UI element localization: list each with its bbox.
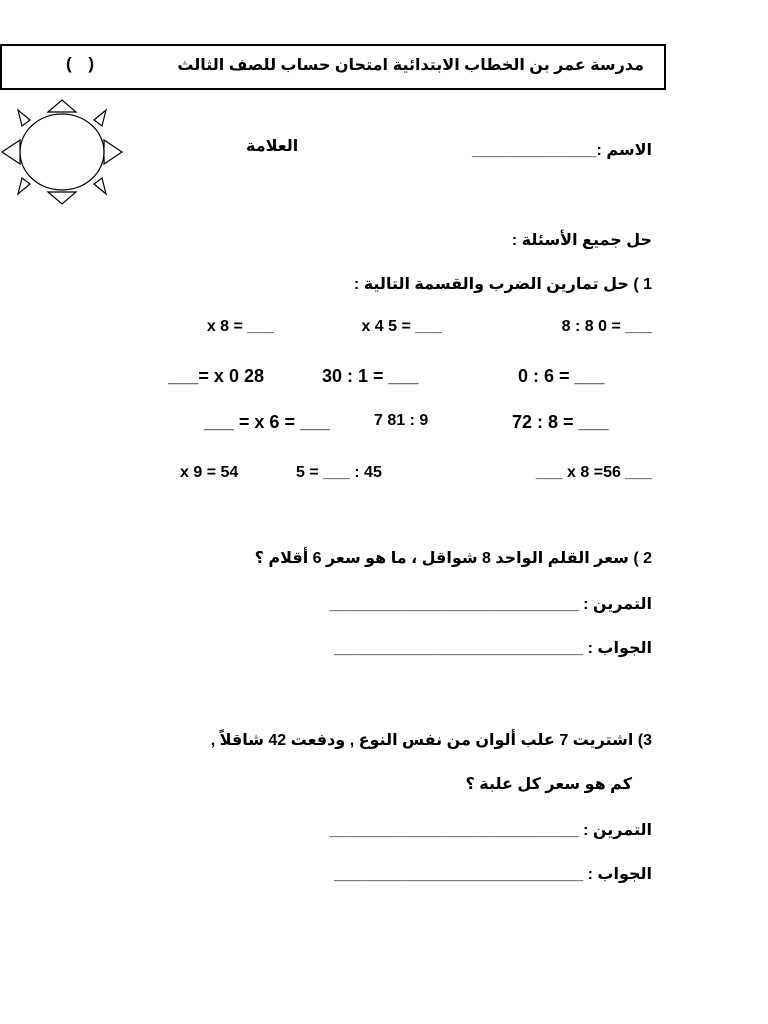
q1-exercise: 5 = ___ : 45 xyxy=(296,464,382,481)
q1-exercise: ___ = x 6 = ___ xyxy=(203,412,330,432)
q1-exercise: 72 : 8 = ___ xyxy=(512,412,609,432)
q1-exercise: 30 : 1 = ___ xyxy=(322,366,419,386)
q2-exercise-line: التمرين : ____________________________ xyxy=(329,596,652,613)
q1-title: 1 ) حل تمارين الضرب والقسمة التالية : xyxy=(353,276,652,293)
exam-title: امتحان حساب للصف الثالث xyxy=(177,57,388,74)
q1-exercise: ___ = 5 x 4 xyxy=(361,318,442,335)
q1-exercise: ___ 56= x 8 ___ xyxy=(535,464,652,481)
q2-title: 2 ) سعر القلم الواحد 8 شواقل ، ما هو سعر 6 أقلام ؟ xyxy=(254,550,652,567)
header-box xyxy=(0,44,666,90)
instructions: حل جميع الأسئلة : xyxy=(511,232,652,249)
q3-answer-line: الجواب : ____________________________ xyxy=(334,866,652,883)
q1-exercise: 0 : 6 = ___ xyxy=(518,366,605,386)
sun-seal-icon xyxy=(0,98,126,206)
grade-parentheses: ( ) xyxy=(66,54,101,73)
q1-exercise: 7 81 : 9 xyxy=(374,412,429,429)
q3-exercise-line: التمرين : ____________________________ xyxy=(329,822,652,839)
q1-exercise: 28 0 x =___ xyxy=(168,366,264,386)
q1-exercise: ___ = 0 8 : 8 xyxy=(561,318,652,335)
name-field-label: الاسم :______________ xyxy=(471,142,652,159)
q1-exercise: ___ = x 8 xyxy=(206,318,274,335)
grade-label: العلامة xyxy=(246,138,299,155)
q3-title: 3) اشتريت 7 علب ألوان من نفس النوع , ودفعت 42 شاقلاً , xyxy=(210,732,652,749)
school-name: مدرسة عمر بن الخطاب الابتدائية xyxy=(392,57,644,74)
q3-subtitle: كم هو سعر كل علبة ؟ xyxy=(465,776,632,793)
q1-exercise: x 9 = 54 xyxy=(180,464,239,481)
q2-answer-line: الجواب : ____________________________ xyxy=(334,640,652,657)
